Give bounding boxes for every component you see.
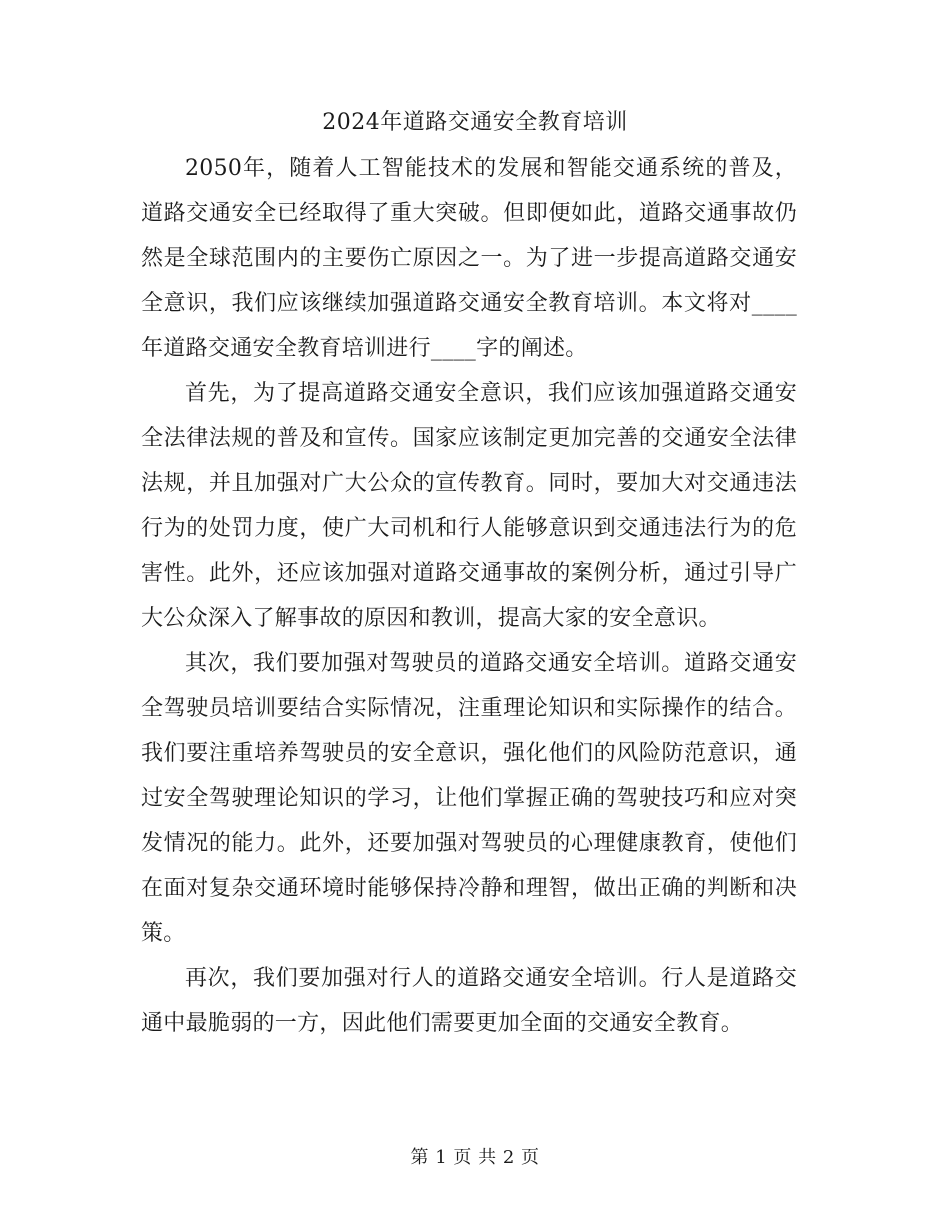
paragraph-first: 首先，为了提高道路交通安全意识，我们应该加强道路交通安全法律法规的普及和宣传。国家应该制定更加完善的交通安全法律法规，并且加强对广大公众的宣传教育。同时，要加大对交通违法行为的处罚力度，使广大司机和行人能够意识到交通违法行为的危害性。此外，还应该加强对道路交通事故的案例分析，通过引导广大公众深入了解事故的原因和教训，提高大家的安全意识。 [141,381,797,631]
paragraph-second: 其次，我们要加强对驾驶员的道路交通安全培训。道路交通安全驾驶员培训要结合实际情况，注重理论知识和实际操作的结合。我们要注重培养驾驶员的安全意识，强化他们的风险防范意识，通过安全驾驶理论知识的学习，让他们掌握正确的驾驶技巧和应对突发情况的能力。此外，还要加强对驾驶员的心理健康教育，使他们在面对复杂交通环境时能够保持冷静和理智，做出正确的判断和决策。 [141,651,797,946]
paragraph-intro: 2050年，随着人工智能技术的发展和智能交通系统的普及，道路交通安全已经取得了重大突破。但即便如此，道路交通事故仍然是全球范围内的主要伤亡原因之一。为了进一步提高道路交通安全意识，我们应该继续加强道路交通安全教育培训。本文将对____年道路交通安全教育培训进行____字的阐述。 [141,156,797,361]
page-footer: 第 1 页 共 2 页 [410,1147,540,1168]
document-body [141,146,797,1046]
paragraph-third: 再次，我们要加强对行人的道路交通安全培训。行人是道路交通中最脆弱的一方，因此他们需要更加全面的交通安全教育。 [141,966,797,1036]
document-title: 2024年道路交通安全教育培训 [322,110,628,135]
